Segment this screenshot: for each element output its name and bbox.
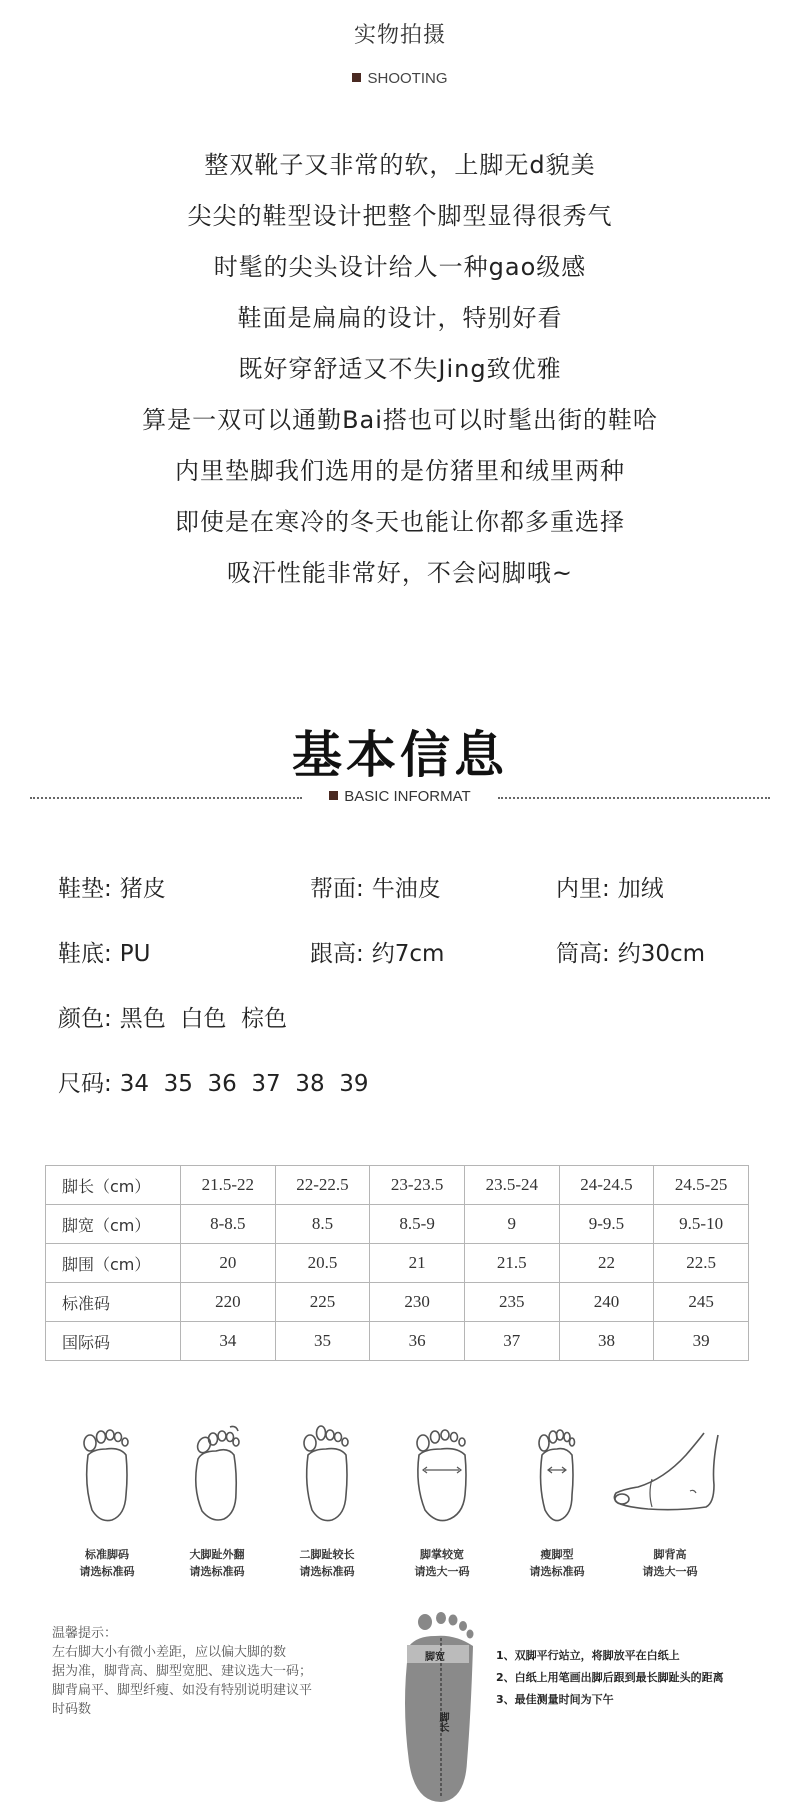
table-cell: 39 xyxy=(654,1322,749,1361)
description-line: 尖尖的鞋型设计把整个脚型显得很秀气 xyxy=(187,202,613,230)
table-cell: 38 xyxy=(559,1322,654,1361)
section-title-shooting: 实物拍摄 xyxy=(353,23,446,48)
table-cell: 8.5 xyxy=(275,1205,370,1244)
table-cell: 235 xyxy=(464,1283,559,1322)
description-line: 既好穿舒适又不失Jing致优雅 xyxy=(238,355,562,383)
measure-steps xyxy=(496,1645,796,1711)
description-line: 算是一双可以通勤Bai搭也可以时髦出街的鞋哈 xyxy=(142,406,658,434)
row-header: 标准码 xyxy=(46,1283,181,1322)
foot-type-caption: 大脚趾外翻 请选标准码 xyxy=(189,1548,245,1578)
tips-title: 温馨提示： xyxy=(52,1626,118,1641)
row-header: 脚围（cm） xyxy=(46,1244,181,1283)
foot-width-label: 脚宽 xyxy=(425,1652,445,1663)
tips-text xyxy=(52,1624,382,1719)
measure-foot-diagram xyxy=(395,1612,485,1807)
long-second-toe-foot-icon xyxy=(290,1415,364,1525)
table-cell: 24.5-25 xyxy=(654,1166,749,1205)
description-line: 时髦的尖头设计给人一种gao级感 xyxy=(213,253,587,281)
tips-line: 脚背扁平、脚型纤瘦、如没有特别说明建议平 xyxy=(52,1683,313,1698)
attr-sole: 鞋底: PU xyxy=(58,941,151,967)
table-cell: 37 xyxy=(464,1322,559,1361)
attr-upper: 帮面: 牛油皮 xyxy=(310,876,441,902)
row-header: 脚长（cm） xyxy=(46,1166,181,1205)
description-line: 整双靴子又非常的软，上脚无d貌美 xyxy=(204,151,596,179)
foot-type-caption: 脚掌较宽 请选大一码 xyxy=(414,1548,470,1578)
section-subtitle-basic-info xyxy=(30,788,770,808)
table-row xyxy=(46,1205,749,1244)
square-bullet-icon xyxy=(329,791,338,800)
table-row xyxy=(46,1283,749,1322)
table-cell: 22-22.5 xyxy=(275,1166,370,1205)
attr-shaft-height: 筒高: 约30cm xyxy=(556,941,706,967)
table-cell: 240 xyxy=(559,1283,654,1322)
shooting-subtitle-text: SHOOTING xyxy=(367,70,448,87)
table-cell: 24-24.5 xyxy=(559,1166,654,1205)
table-cell: 230 xyxy=(370,1283,465,1322)
bunion-foot-icon xyxy=(180,1415,254,1525)
wide-foot-icon xyxy=(405,1415,479,1525)
foot-type-caption: 瘦脚型 请选标准码 xyxy=(529,1548,585,1578)
tips-line: 左右脚大小有微小差距，应以偏大脚的数 xyxy=(52,1645,287,1660)
table-cell: 22.5 xyxy=(654,1244,749,1283)
table-cell: 21 xyxy=(370,1244,465,1283)
table-cell: 21.5-22 xyxy=(181,1166,276,1205)
tips-line: 时码数 xyxy=(52,1702,92,1717)
table-row xyxy=(46,1244,749,1283)
table-cell: 225 xyxy=(275,1283,370,1322)
attr-lining: 内里: 加绒 xyxy=(556,876,664,902)
product-description xyxy=(0,148,800,607)
description-line: 内里垫脚我们选用的是仿猪里和绒里两种 xyxy=(175,457,625,485)
dotted-divider-right xyxy=(498,797,770,799)
table-cell: 23.5-24 xyxy=(464,1166,559,1205)
table-row xyxy=(46,1322,749,1361)
table-cell: 9 xyxy=(464,1205,559,1244)
table-row xyxy=(46,1166,749,1205)
tips-line: 据为准，脚背高、脚型宽肥、建议选大一码； xyxy=(52,1664,313,1679)
basic-info-subtitle-text: BASIC INFORMAT xyxy=(344,788,471,805)
table-cell: 22 xyxy=(559,1244,654,1283)
measure-step: 3、最佳测量时间为下午 xyxy=(496,1693,614,1706)
table-cell: 220 xyxy=(181,1283,276,1322)
table-cell: 20.5 xyxy=(275,1244,370,1283)
foot-type-caption: 脚背高 请选大一码 xyxy=(642,1548,698,1578)
attr-heel-height: 跟高: 约7cm xyxy=(310,941,445,967)
foot-type-caption: 二脚趾较长 请选标准码 xyxy=(299,1548,355,1578)
table-cell: 36 xyxy=(370,1322,465,1361)
foot-type-caption: 标准脚码 请选标准码 xyxy=(79,1548,135,1578)
table-cell: 21.5 xyxy=(464,1244,559,1283)
attr-sizes: 尺码: 34 35 36 37 38 39 xyxy=(58,1071,369,1097)
size-chart-table xyxy=(45,1165,749,1361)
description-line: 吸汗性能非常好，不会闷脚哦~ xyxy=(226,559,574,587)
attr-insole: 鞋垫: 猪皮 xyxy=(58,876,166,902)
standard-foot-icon xyxy=(70,1415,144,1525)
table-cell: 8.5-9 xyxy=(370,1205,465,1244)
measure-step: 1、双脚平行站立，将脚放平在白纸上 xyxy=(496,1649,680,1662)
table-cell: 20 xyxy=(181,1244,276,1283)
table-cell: 35 xyxy=(275,1322,370,1361)
foot-length-label: 脚长 xyxy=(437,1712,448,1732)
section-title-basic-info: 基本信息 xyxy=(292,726,508,784)
description-line: 鞋面是扁扁的设计，特别好看 xyxy=(237,304,563,332)
row-header: 脚宽（cm） xyxy=(46,1205,181,1244)
table-cell: 34 xyxy=(181,1322,276,1361)
description-line: 即使是在寒冷的冬天也能让你都多重选择 xyxy=(175,508,625,536)
square-bullet-icon xyxy=(352,73,361,82)
row-header: 国际码 xyxy=(46,1322,181,1361)
table-cell: 9-9.5 xyxy=(559,1205,654,1244)
measure-step: 2、白纸上用笔画出脚后跟到最长脚趾头的距离 xyxy=(496,1671,724,1684)
attr-colors: 颜色: 黑色 白色 棕色 xyxy=(58,1006,287,1032)
table-cell: 8-8.5 xyxy=(181,1205,276,1244)
table-cell: 9.5-10 xyxy=(654,1205,749,1244)
thin-foot-icon xyxy=(520,1415,594,1525)
section-subtitle-shooting xyxy=(0,70,800,87)
table-cell: 245 xyxy=(654,1283,749,1322)
high-instep-foot-icon xyxy=(608,1415,728,1525)
table-cell: 23-23.5 xyxy=(370,1166,465,1205)
